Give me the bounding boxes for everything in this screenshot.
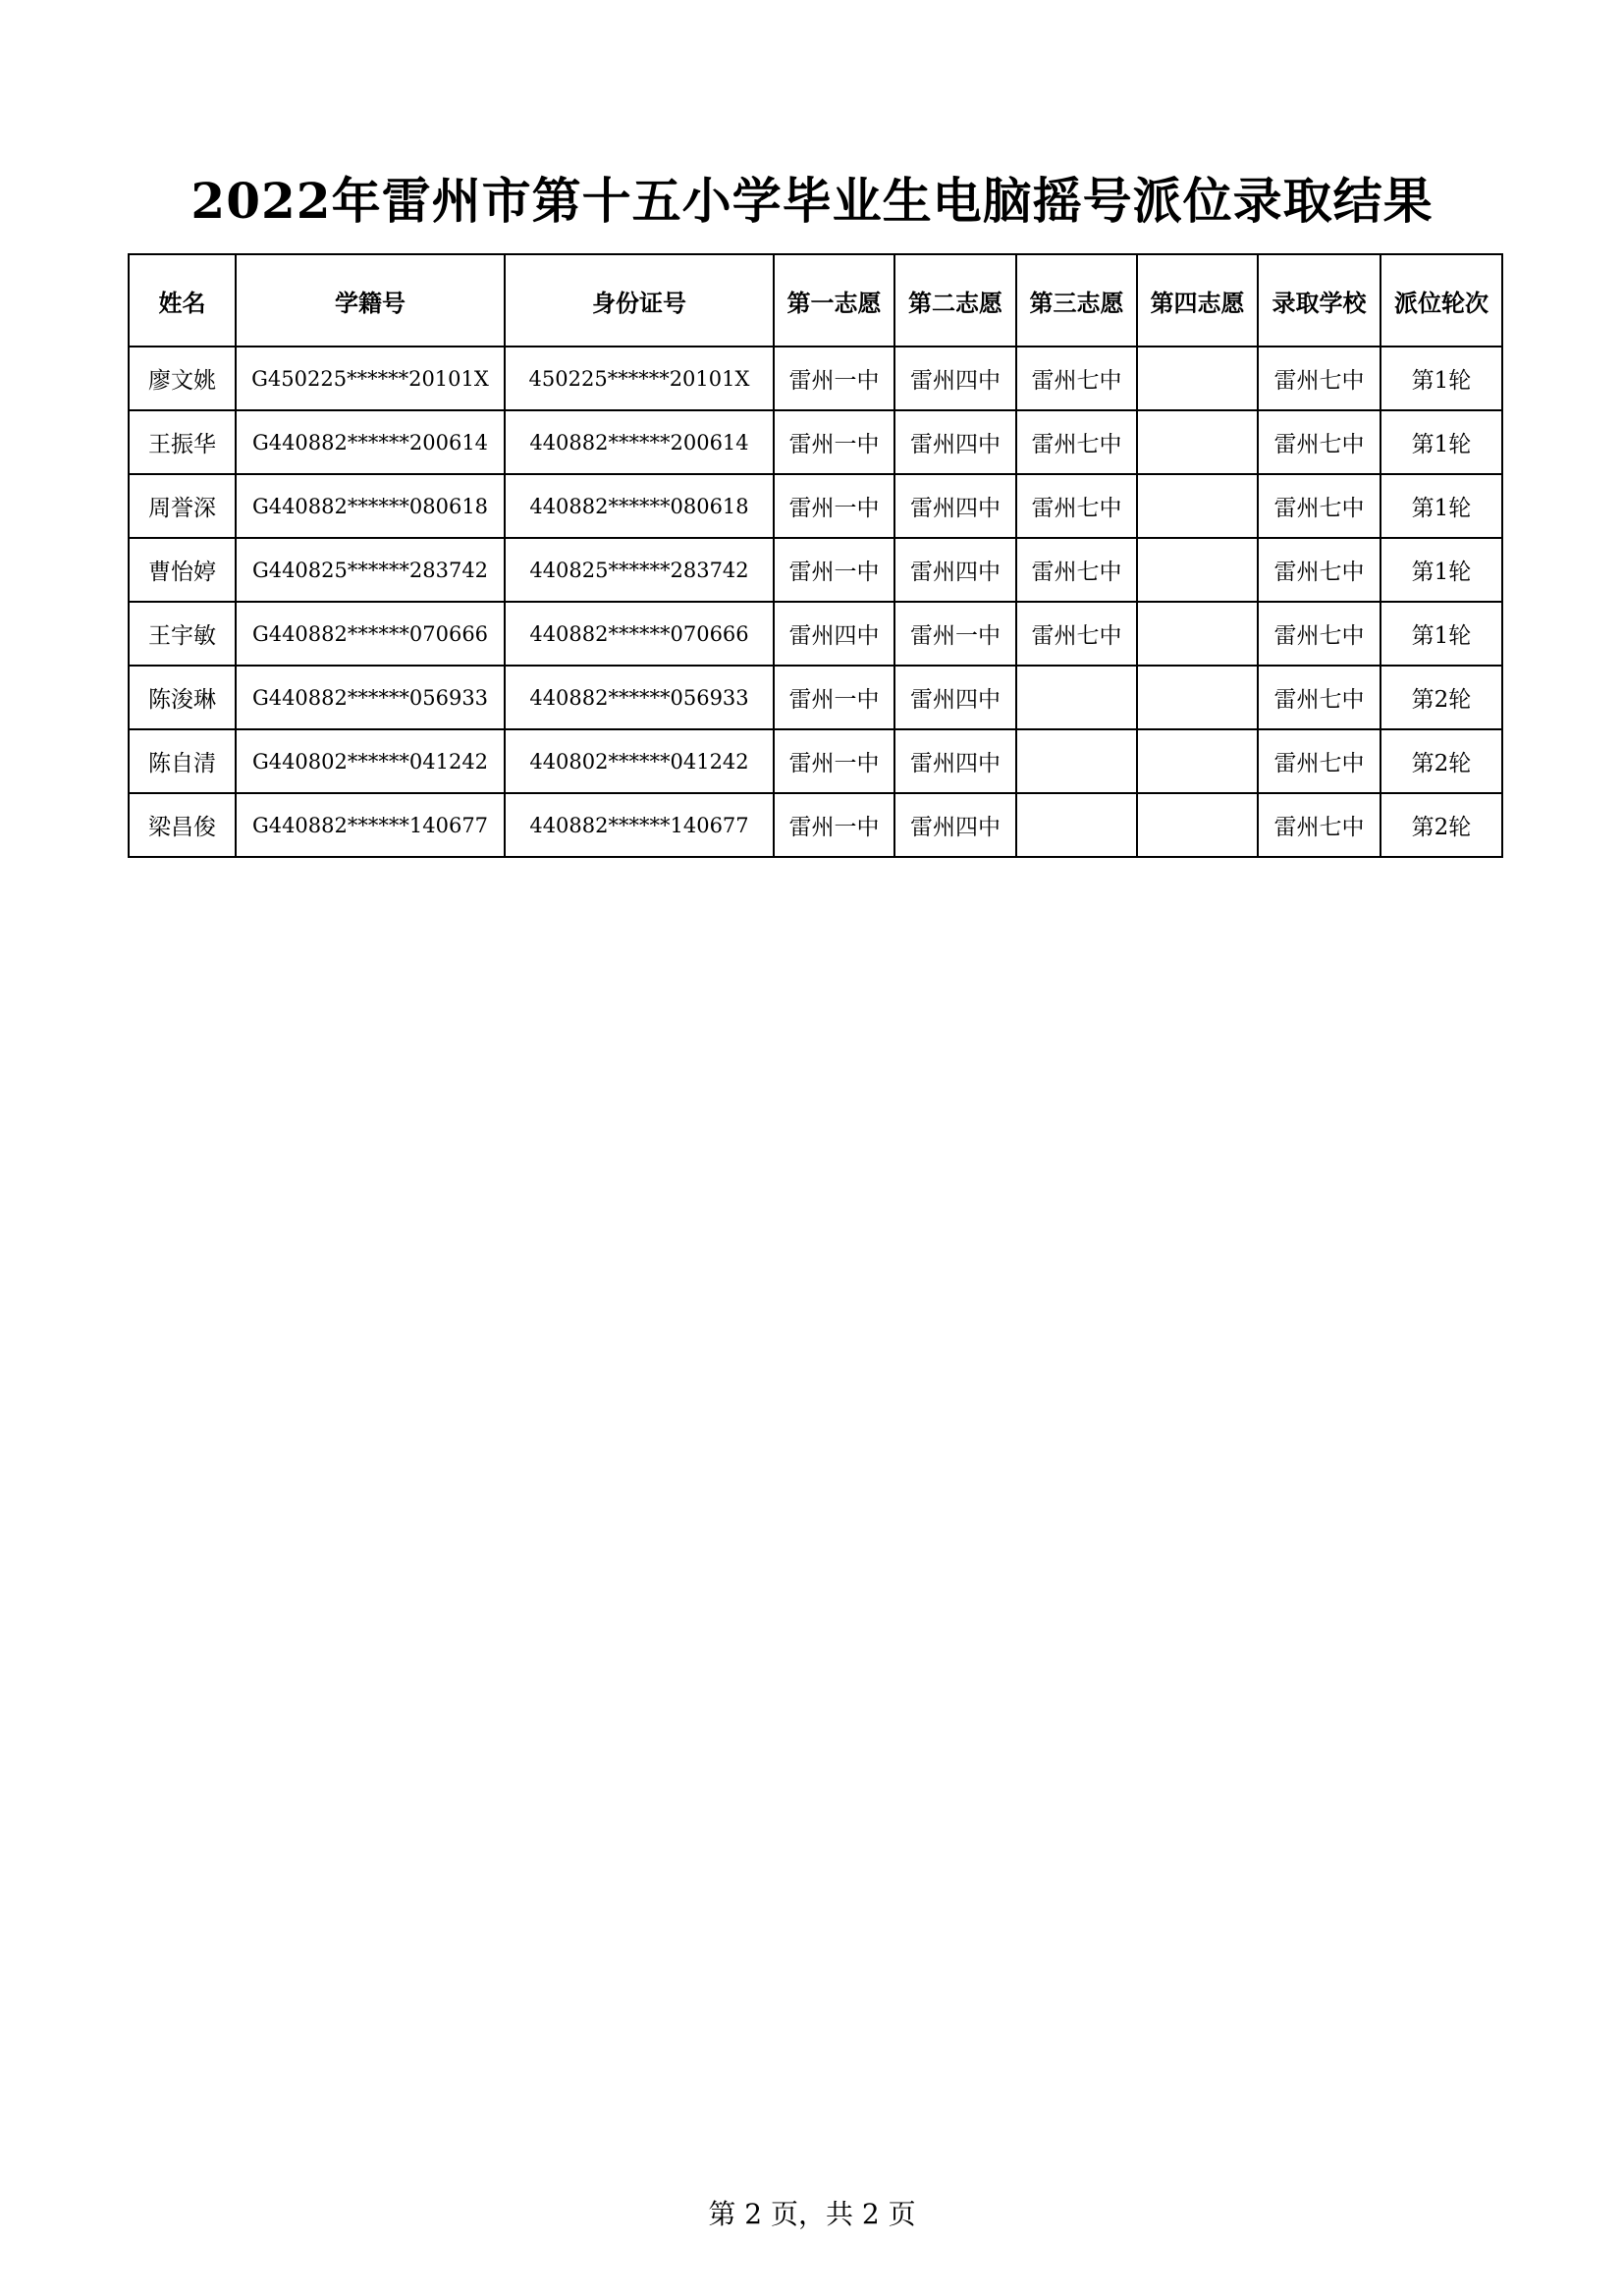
cell-student-id: G440882******080618 [236, 474, 505, 538]
cell-choice-4 [1137, 538, 1258, 602]
cell-choice-2: 雷州四中 [894, 793, 1016, 857]
table-row [129, 538, 1502, 602]
cell-name: 周誉深 [129, 474, 236, 538]
header-choice-4: 第四志愿 [1137, 254, 1258, 347]
cell-admitted-school: 雷州七中 [1258, 538, 1380, 602]
header-id-card: 身份证号 [505, 254, 774, 347]
cell-choice-3: 雷州七中 [1016, 538, 1137, 602]
cell-choice-1: 雷州四中 [774, 602, 894, 666]
header-student-id: 学籍号 [236, 254, 505, 347]
cell-round: 第2轮 [1380, 729, 1502, 793]
cell-id-card: 440882******070666 [505, 602, 774, 666]
cell-choice-4 [1137, 602, 1258, 666]
cell-choice-3: 雷州七中 [1016, 602, 1137, 666]
cell-choice-2: 雷州四中 [894, 347, 1016, 410]
cell-name: 曹怡婷 [129, 538, 236, 602]
cell-student-id: G440882******140677 [236, 793, 505, 857]
cell-choice-1: 雷州一中 [774, 729, 894, 793]
cell-choice-4 [1137, 410, 1258, 474]
header-choice-2: 第二志愿 [894, 254, 1016, 347]
header-round: 派位轮次 [1380, 254, 1502, 347]
cell-choice-4 [1137, 666, 1258, 729]
cell-choice-1: 雷州一中 [774, 793, 894, 857]
results-table [128, 253, 1503, 858]
cell-choice-2: 雷州四中 [894, 474, 1016, 538]
cell-round: 第1轮 [1380, 602, 1502, 666]
cell-name: 王振华 [129, 410, 236, 474]
cell-choice-1: 雷州一中 [774, 347, 894, 410]
cell-choice-3 [1016, 793, 1137, 857]
page-title: 2022年雷州市第十五小学毕业生电脑摇号派位录取结果 [190, 172, 1434, 230]
cell-student-id: G440802******041242 [236, 729, 505, 793]
page-footer: 第 2 页，共 2 页 [708, 2198, 916, 2230]
table-row [129, 474, 1502, 538]
cell-choice-3 [1016, 729, 1137, 793]
table-row [129, 666, 1502, 729]
table-row [129, 793, 1502, 857]
cell-student-id: G440882******200614 [236, 410, 505, 474]
cell-choice-2: 雷州四中 [894, 729, 1016, 793]
header-choice-3: 第三志愿 [1016, 254, 1137, 347]
header-admitted-school: 录取学校 [1258, 254, 1380, 347]
cell-admitted-school: 雷州七中 [1258, 410, 1380, 474]
table-row [129, 347, 1502, 410]
table-header-row [129, 254, 1502, 347]
cell-name: 陈自清 [129, 729, 236, 793]
cell-choice-1: 雷州一中 [774, 474, 894, 538]
cell-round: 第1轮 [1380, 410, 1502, 474]
cell-choice-4 [1137, 793, 1258, 857]
cell-admitted-school: 雷州七中 [1258, 793, 1380, 857]
table-row [129, 602, 1502, 666]
cell-round: 第2轮 [1380, 793, 1502, 857]
table-row [129, 410, 1502, 474]
cell-choice-3: 雷州七中 [1016, 347, 1137, 410]
cell-admitted-school: 雷州七中 [1258, 347, 1380, 410]
cell-round: 第1轮 [1380, 538, 1502, 602]
cell-choice-4 [1137, 474, 1258, 538]
cell-choice-1: 雷州一中 [774, 538, 894, 602]
cell-name: 陈浚琳 [129, 666, 236, 729]
cell-admitted-school: 雷州七中 [1258, 602, 1380, 666]
cell-choice-2: 雷州一中 [894, 602, 1016, 666]
cell-id-card: 440882******140677 [505, 793, 774, 857]
cell-id-card: 440882******200614 [505, 410, 774, 474]
cell-choice-2: 雷州四中 [894, 410, 1016, 474]
cell-admitted-school: 雷州七中 [1258, 666, 1380, 729]
cell-round: 第1轮 [1380, 347, 1502, 410]
header-choice-1: 第一志愿 [774, 254, 894, 347]
cell-student-id: G440882******070666 [236, 602, 505, 666]
header-name: 姓名 [129, 254, 236, 347]
cell-admitted-school: 雷州七中 [1258, 729, 1380, 793]
cell-choice-4 [1137, 729, 1258, 793]
cell-round: 第1轮 [1380, 474, 1502, 538]
cell-choice-2: 雷州四中 [894, 538, 1016, 602]
table-row [129, 729, 1502, 793]
cell-student-id: G440882******056933 [236, 666, 505, 729]
cell-choice-2: 雷州四中 [894, 666, 1016, 729]
cell-choice-1: 雷州一中 [774, 666, 894, 729]
cell-id-card: 450225******20101X [505, 347, 774, 410]
cell-id-card: 440802******041242 [505, 729, 774, 793]
cell-choice-3: 雷州七中 [1016, 474, 1137, 538]
cell-name: 王宇敏 [129, 602, 236, 666]
cell-id-card: 440882******080618 [505, 474, 774, 538]
cell-id-card: 440825******283742 [505, 538, 774, 602]
cell-name: 梁昌俊 [129, 793, 236, 857]
cell-student-id: G450225******20101X [236, 347, 505, 410]
cell-round: 第2轮 [1380, 666, 1502, 729]
cell-admitted-school: 雷州七中 [1258, 474, 1380, 538]
cell-choice-1: 雷州一中 [774, 410, 894, 474]
cell-choice-3: 雷州七中 [1016, 410, 1137, 474]
table-body [129, 347, 1502, 857]
cell-student-id: G440825******283742 [236, 538, 505, 602]
cell-choice-3 [1016, 666, 1137, 729]
cell-id-card: 440882******056933 [505, 666, 774, 729]
cell-choice-4 [1137, 347, 1258, 410]
cell-name: 廖文姚 [129, 347, 236, 410]
